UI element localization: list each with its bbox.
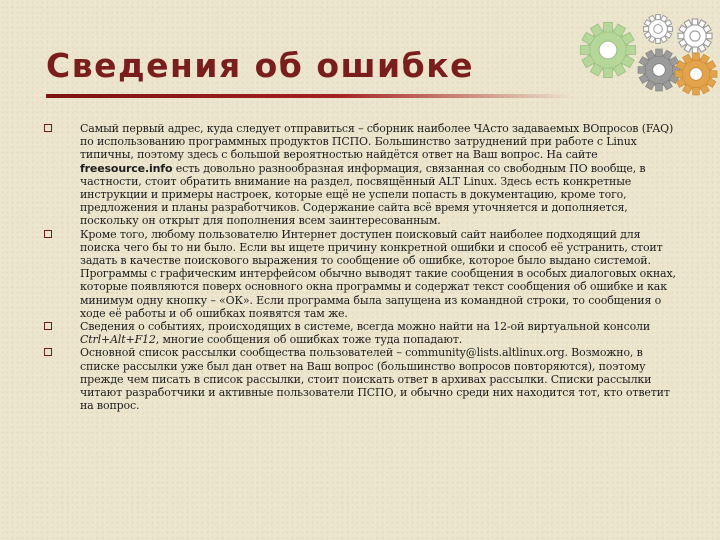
bullet-list [44, 122, 676, 412]
gear-white-right-icon [678, 19, 712, 53]
bullet-square-icon [44, 230, 52, 238]
list-item [44, 228, 676, 320]
gear-orange-icon [675, 53, 717, 95]
gear-white-icon [644, 15, 673, 44]
bullet-square-icon [44, 322, 52, 330]
bullet-square-icon [44, 124, 52, 132]
list-item [44, 122, 676, 228]
list-item-text: Сведения о событиях, происходящих в системе, всегда можно найти на 12-ой виртуальной консоли Ctrl+Alt+F12, многие сообщения об ошибках тоже туда попадают. [80, 320, 651, 347]
list-item-text: Самый первый адрес, куда следует отправиться – сборник наиболее ЧАсто задаваемых ВОпросов (FAQ) по использованию программных продуктов ПСПО. Большинство затруднений при работе с Linux типичны, поэтому здесь с большой вероятностью найдётся ответ на Ваш вопрос. На сайте freesource.info есть довольно разнообразная информация, связанная со свободным ПО вообще, в частности, стоит обратить внимание на раздел, посвящённый ALT Linux. Здесь есть конкретные инструкции и примеры настроек, которые ещё не успели попасть в документацию, кроме того, предложения и планы разработчиков. Содержание сайта всё время уточняется и дополняется, поскольку он открыт для пополнения всем заинтересованным. [80, 122, 674, 228]
gear-gray-icon [638, 49, 680, 91]
gear-green-icon [580, 22, 635, 77]
list-item [44, 320, 676, 346]
list-item-text: Основной список рассылки сообщества пользователей – community@lists.altlinux.org. Возможно, в списке рассылки уже был дан ответ на Ваш вопрос (большинство вопросов повторяются), поэтому прежде чем писать в список рассылки, стоит поискать ответ в архивах рассылки. Списки рассылки читают разработчики и активные пользователи ПСПО, и обычно среди них находится тот, кто ответит на вопрос. [80, 346, 670, 413]
slide-title: Сведения об ошибке [46, 46, 474, 85]
list-item-text: Кроме того, любому пользователю Интернет доступен поисковый сайт наиболее подходящий для поиска чего бы то ни было. Если вы ищете причину конкретной ошибки и способ её устранить, стоит задать в качестве поискового выражения то сообщение об ошибке, которое было выдано системой. Программы с графическим интерфейсом обычно выводят такие сообщения в особых диалоговых окнах, которые появляются поверх основного окна программы и содержат текст сообщения об ошибке и как минимум одну кнопку – «ОК». Если программа была запущена из командной строки, то сообщения о ходе её работы и об ошибках появятся там же. [80, 227, 676, 320]
bullet-square-icon [44, 348, 52, 356]
list-item [44, 346, 676, 412]
gears-icon [574, 6, 720, 98]
freesource-link[interactable]: freesource.info [80, 161, 173, 175]
title-underline [46, 94, 574, 98]
key-combination: Ctrl+Alt+F12 [80, 333, 156, 347]
